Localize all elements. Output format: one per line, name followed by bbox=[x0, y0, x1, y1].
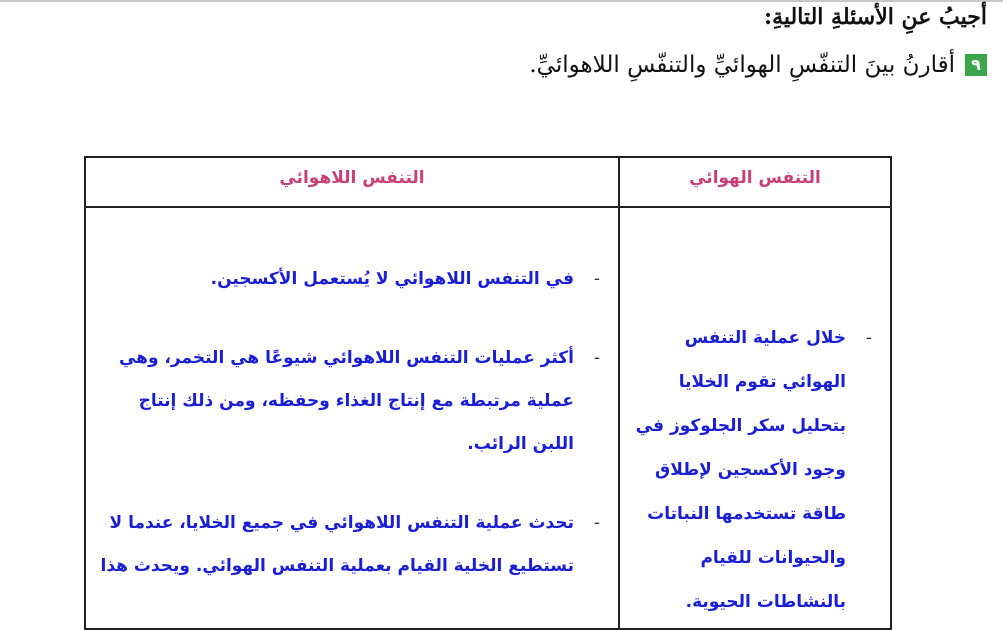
top-rule bbox=[0, 0, 1003, 2]
header-anaerobic: التنفس اللاهوائي bbox=[85, 157, 619, 207]
comparison-table bbox=[84, 156, 892, 630]
question bbox=[529, 52, 987, 78]
aerobic-cell bbox=[619, 207, 891, 629]
bullet-dash: - bbox=[593, 348, 600, 368]
list-item bbox=[100, 258, 600, 301]
anaerobic-cell bbox=[85, 207, 619, 629]
table-header-row bbox=[85, 157, 891, 207]
bullet-dash: - bbox=[593, 269, 600, 289]
section-heading: أجيبُ عنِ الأسئلةِ التاليةِ: bbox=[763, 4, 987, 30]
question-text: أقارنُ بينَ التنفّسِ الهوائيِّ والتنفّسِ اللاهوائيِّ. bbox=[529, 52, 955, 78]
anaerobic-item-text: أكثر عمليات التنفس اللاهوائي شيوعًا هي التخمر، وهي عملية مرتبطة مع إنتاج الغذاء وحفظه، ومن ذلك إنتاج اللبن الرائب. bbox=[118, 348, 574, 454]
list-item bbox=[100, 502, 600, 588]
list-item bbox=[630, 316, 872, 624]
bullet-dash: - bbox=[593, 513, 600, 533]
table-body-row bbox=[85, 207, 891, 629]
aerobic-item-text: خلال عملية التنفس الهوائي تقوم الخلايا بتحليل سكر الجلوكوز في وجود الأكسجين لإطلاق طاقة تستخدمها النباتات والحيوانات للقيام بالنشاطات الحيوية. bbox=[635, 328, 846, 612]
header-aerobic: التنفس الهوائي bbox=[619, 157, 891, 207]
anaerobic-item-text: تحدث عملية التنفس اللاهوائي في جميع الخلايا، عندما لا تستطيع الخلية القيام بعملية التنفس الهوائي. ويحدث هذا bbox=[100, 513, 574, 576]
list-item bbox=[100, 337, 600, 466]
bullet-dash: - bbox=[865, 328, 872, 348]
anaerobic-item-text: في التنفس اللاهوائي لا يُستعمل الأكسجين. bbox=[210, 269, 574, 289]
question-number-badge: ٩ bbox=[965, 54, 987, 76]
